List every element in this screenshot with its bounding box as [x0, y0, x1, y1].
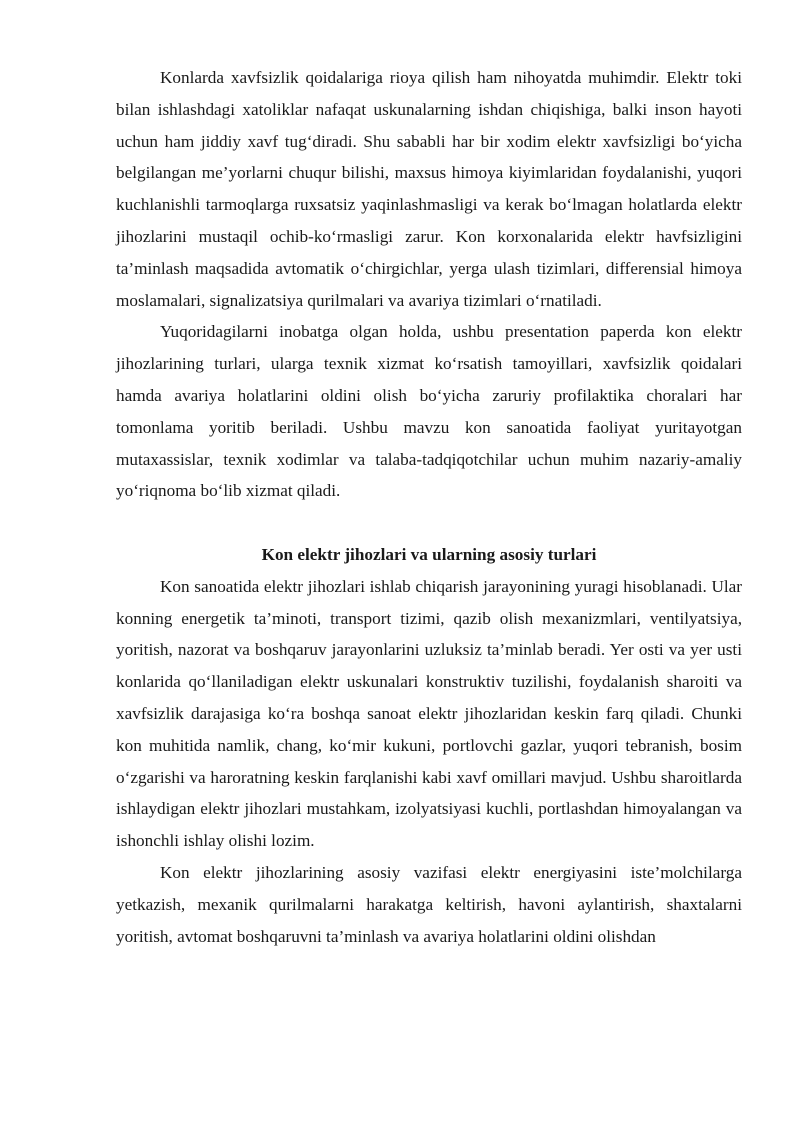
- paragraph-equipment-purpose: Kon elektr jihozlarining asosiy vazifasi elektr energiyasini iste’molchilarga yetkazish, mexanik qurilmalarni harakatga keltirish, havoni aylantirish, shaxtalarni yoritish, avtomat boshqaruvni ta’minlash va avariya holatlarini oldini olishdan: [116, 862, 742, 946]
- paragraph-paper-scope: Yuqoridagilarni inobatga olgan holda, ushbu presentation paperda kon elektr jihozlarining turlari, ularga texnik xizmat ko‘rsatish tamoyillari, xavfsizlik qoidalari hamda avariya holatlarini oldini olish bo‘yicha zaruriy profilaktika choralari har tomonlama yoritib beriladi. Ushbu mavzu kon sanoatida faoliyat yuritayotgan mutaxassislar, texnik xodimlar va talaba-tadqiqotchilar uchun muhim nazariy-amaliy yo‘riqnoma bo‘lib xizmat qiladi.: [116, 322, 742, 501]
- document-page: [116, 62, 742, 952]
- paragraph-electrical-safety: Konlarda xavfsizlik qoidalariga rioya qilish ham nihoyatda muhimdir. Elektr toki bilan ishlashdagi xatoliklar nafaqat uskunalarning ishdan chiqishiga, balki inson hayoti uchun ham jiddiy xavf tug‘diradi. Shu sababli har bir xodim elektr xavfsizligi bo‘yicha belgilangan me’yorlarni chuqur bilishi, maxsus himoya kiyimlaridan foydalanishi, yuqori kuchlanishli tarmoqlarga ruxsatsiz yaqinlashmasligi va kerak bo‘lmagan holatlarda elektr jihozlarini mustaqil ochib-ko‘rmasligi zarur. Kon korxonalarida elektr havfsizligini ta’minlash maqsadida avtomatik o‘chirgichlar, yerga ulash tizimlari, differensial himoya moslamalari, signalizatsiya qurilmalari va avariya tizimlari o‘rnatiladi.: [116, 68, 742, 310]
- paragraph-equipment-overview: Kon sanoatida elektr jihozlari ishlab chiqarish jarayonining yuragi hisoblanadi. Ular konning energetik ta’minoti, transport tizimi, qazib olish mexanizmlari, ventilyatsiya, yoritish, nazorat va boshqaruv jarayonlarini uzluksiz ta’minlab beradi. Yer osti va yer usti konlarida qo‘llaniladigan elektr uskunalari konstruktiv tuzilishi, foydalanish sharoiti va xavfsizlik darajasiga ko‘ra boshqa sanoat elektr jihozlaridan keskin farq qiladi. Chunki kon muhitida namlik, chang, ko‘mir kukuni, portlovchi gazlar, yuqori tebranish, bosim o‘zgarishi va haroratning keskin farqlanishi kabi xavf omillari mavjud. Ushbu sharoitlarda ishlaydigan elektr jihozlari mustahkam, izolyatsiyasi kuchli, portlashdan himoyalangan va ishonchli ishlay olishi lozim.: [116, 576, 742, 851]
- section-spacer: [116, 507, 742, 539]
- section-heading: Kon elektr jihozlari va ularning asosiy turlari: [261, 544, 597, 564]
